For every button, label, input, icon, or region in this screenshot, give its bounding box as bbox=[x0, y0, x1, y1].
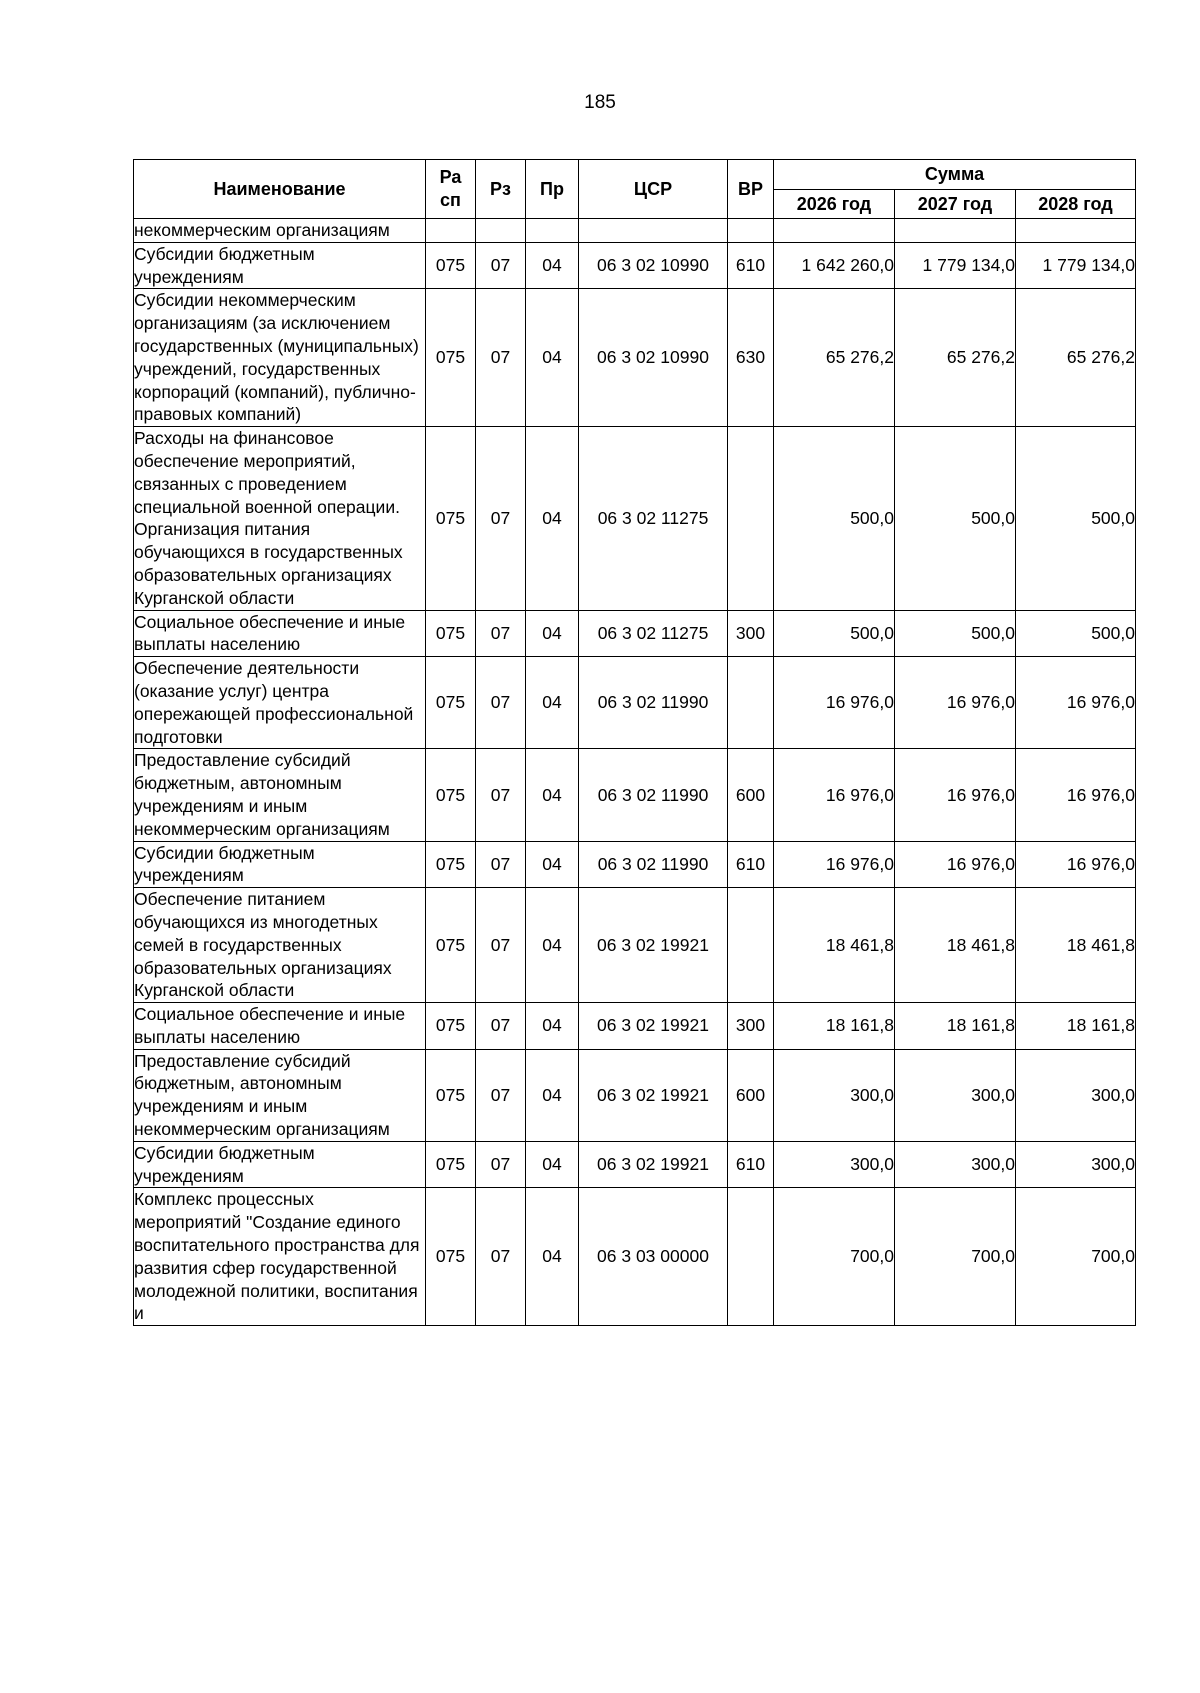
row-vr: 300 bbox=[728, 1003, 774, 1050]
row-rz: 07 bbox=[476, 610, 526, 657]
row-vr bbox=[728, 657, 774, 749]
row-name: Субсидии бюджетным учреждениям bbox=[134, 1141, 426, 1188]
row-amount-2028: 700,0 bbox=[1016, 1188, 1136, 1326]
row-csr: 06 3 03 00000 bbox=[579, 1188, 728, 1326]
page-number: 185 bbox=[584, 92, 616, 113]
row-rz: 07 bbox=[476, 888, 526, 1003]
row-amount-2027 bbox=[895, 219, 1016, 243]
row-amount-2026: 700,0 bbox=[774, 1188, 895, 1326]
table-row bbox=[134, 1141, 1136, 1188]
row-csr: 06 3 02 11990 bbox=[579, 657, 728, 749]
row-amount-2027: 18 161,8 bbox=[895, 1003, 1016, 1050]
row-csr: 06 3 02 10990 bbox=[579, 242, 728, 289]
row-vr bbox=[728, 219, 774, 243]
row-amount-2027: 500,0 bbox=[895, 427, 1016, 610]
row-csr: 06 3 02 11990 bbox=[579, 749, 728, 841]
table-row bbox=[134, 841, 1136, 888]
row-rz bbox=[476, 219, 526, 243]
row-pr bbox=[526, 219, 579, 243]
row-amount-2028: 1 779 134,0 bbox=[1016, 242, 1136, 289]
table-row bbox=[134, 427, 1136, 610]
row-csr: 06 3 02 19921 bbox=[579, 1141, 728, 1188]
row-pr: 04 bbox=[526, 1003, 579, 1050]
row-amount-2026: 1 642 260,0 bbox=[774, 242, 895, 289]
row-amount-2027: 700,0 bbox=[895, 1188, 1016, 1326]
row-rz: 07 bbox=[476, 242, 526, 289]
row-rasp: 075 bbox=[426, 1188, 476, 1326]
row-vr: 610 bbox=[728, 1141, 774, 1188]
row-name: Предоставление субсидий бюджетным, автономным учреждениям и иным некоммерческим организациям bbox=[134, 749, 426, 841]
row-name: некоммерческим организациям bbox=[134, 219, 426, 243]
header-sum: Сумма bbox=[774, 160, 1136, 190]
row-vr: 610 bbox=[728, 841, 774, 888]
row-amount-2027: 18 461,8 bbox=[895, 888, 1016, 1003]
row-rasp: 075 bbox=[426, 1003, 476, 1050]
row-amount-2026: 500,0 bbox=[774, 610, 895, 657]
header-rz: Рз bbox=[476, 160, 526, 219]
row-amount-2028: 16 976,0 bbox=[1016, 841, 1136, 888]
row-vr: 600 bbox=[728, 749, 774, 841]
row-rz: 07 bbox=[476, 841, 526, 888]
row-pr: 04 bbox=[526, 657, 579, 749]
row-vr bbox=[728, 888, 774, 1003]
row-amount-2028: 16 976,0 bbox=[1016, 749, 1136, 841]
row-amount-2026: 18 461,8 bbox=[774, 888, 895, 1003]
row-amount-2027: 16 976,0 bbox=[895, 657, 1016, 749]
table-row bbox=[134, 1188, 1136, 1326]
row-rasp: 075 bbox=[426, 841, 476, 888]
row-rasp: 075 bbox=[426, 289, 476, 427]
row-name: Субсидии бюджетным учреждениям bbox=[134, 242, 426, 289]
row-csr: 06 3 02 19921 bbox=[579, 888, 728, 1003]
row-rasp: 075 bbox=[426, 888, 476, 1003]
row-rasp: 075 bbox=[426, 242, 476, 289]
row-rz: 07 bbox=[476, 1003, 526, 1050]
budget-table bbox=[133, 159, 1136, 1326]
row-name: Субсидии бюджетным учреждениям bbox=[134, 841, 426, 888]
row-rasp: 075 bbox=[426, 427, 476, 610]
row-rasp: 075 bbox=[426, 749, 476, 841]
row-pr: 04 bbox=[526, 1188, 579, 1326]
table-row bbox=[134, 219, 1136, 243]
row-vr: 610 bbox=[728, 242, 774, 289]
row-amount-2028: 500,0 bbox=[1016, 427, 1136, 610]
row-csr: 06 3 02 11990 bbox=[579, 841, 728, 888]
row-pr: 04 bbox=[526, 841, 579, 888]
row-amount-2028: 65 276,2 bbox=[1016, 289, 1136, 427]
row-vr bbox=[728, 427, 774, 610]
row-rz: 07 bbox=[476, 1188, 526, 1326]
table-row bbox=[134, 1049, 1136, 1141]
header-rasp: Ра сп bbox=[426, 160, 476, 219]
row-pr: 04 bbox=[526, 1049, 579, 1141]
row-amount-2026: 300,0 bbox=[774, 1141, 895, 1188]
row-csr: 06 3 02 10990 bbox=[579, 289, 728, 427]
header-csr: ЦСР bbox=[579, 160, 728, 219]
row-rz: 07 bbox=[476, 749, 526, 841]
row-amount-2026: 16 976,0 bbox=[774, 749, 895, 841]
row-pr: 04 bbox=[526, 749, 579, 841]
row-amount-2028: 500,0 bbox=[1016, 610, 1136, 657]
row-pr: 04 bbox=[526, 427, 579, 610]
row-amount-2026 bbox=[774, 219, 895, 243]
row-amount-2027: 16 976,0 bbox=[895, 841, 1016, 888]
row-csr: 06 3 02 19921 bbox=[579, 1049, 728, 1141]
row-amount-2028: 300,0 bbox=[1016, 1049, 1136, 1141]
row-amount-2026: 500,0 bbox=[774, 427, 895, 610]
row-amount-2026: 18 161,8 bbox=[774, 1003, 895, 1050]
row-amount-2028: 16 976,0 bbox=[1016, 657, 1136, 749]
row-name: Субсидии некоммерческим организациям (за исключением государственных (муниципальных) учреждений, государственных корпораций (компаний), публично-правовых компаний) bbox=[134, 289, 426, 427]
row-rasp: 075 bbox=[426, 657, 476, 749]
table-row bbox=[134, 289, 1136, 427]
header-2028: 2028 год bbox=[1016, 190, 1136, 219]
row-pr: 04 bbox=[526, 1141, 579, 1188]
table-row bbox=[134, 610, 1136, 657]
row-pr: 04 bbox=[526, 888, 579, 1003]
row-rasp bbox=[426, 219, 476, 243]
table-row bbox=[134, 749, 1136, 841]
row-name: Комплекс процессных мероприятий "Создание единого воспитательного пространства для развития сфер государственной молодежной политики, воспитания и bbox=[134, 1188, 426, 1326]
row-csr: 06 3 02 19921 bbox=[579, 1003, 728, 1050]
row-rasp: 075 bbox=[426, 1049, 476, 1141]
row-amount-2027: 65 276,2 bbox=[895, 289, 1016, 427]
row-vr bbox=[728, 1188, 774, 1326]
row-csr: 06 3 02 11275 bbox=[579, 610, 728, 657]
row-amount-2028: 300,0 bbox=[1016, 1141, 1136, 1188]
row-amount-2026: 300,0 bbox=[774, 1049, 895, 1141]
row-amount-2028: 18 461,8 bbox=[1016, 888, 1136, 1003]
row-rz: 07 bbox=[476, 289, 526, 427]
row-name: Обеспечение деятельности (оказание услуг) центра опережающей профессиональной подготовки bbox=[134, 657, 426, 749]
row-amount-2026: 65 276,2 bbox=[774, 289, 895, 427]
row-amount-2026: 16 976,0 bbox=[774, 841, 895, 888]
row-csr: 06 3 02 11275 bbox=[579, 427, 728, 610]
header-vr: ВР bbox=[728, 160, 774, 219]
row-pr: 04 bbox=[526, 242, 579, 289]
row-amount-2028: 18 161,8 bbox=[1016, 1003, 1136, 1050]
row-amount-2027: 500,0 bbox=[895, 610, 1016, 657]
row-amount-2028 bbox=[1016, 219, 1136, 243]
row-name: Социальное обеспечение и иные выплаты населению bbox=[134, 1003, 426, 1050]
row-pr: 04 bbox=[526, 610, 579, 657]
row-pr: 04 bbox=[526, 289, 579, 427]
row-csr bbox=[579, 219, 728, 243]
row-name: Расходы на финансовое обеспечение мероприятий, связанных с проведением специальной военной операции. Организация питания обучающихся в государственных образовательных организациях Курганской области bbox=[134, 427, 426, 610]
row-amount-2026: 16 976,0 bbox=[774, 657, 895, 749]
row-amount-2027: 16 976,0 bbox=[895, 749, 1016, 841]
row-amount-2027: 1 779 134,0 bbox=[895, 242, 1016, 289]
row-amount-2027: 300,0 bbox=[895, 1141, 1016, 1188]
row-rz: 07 bbox=[476, 657, 526, 749]
row-vr: 630 bbox=[728, 289, 774, 427]
row-vr: 600 bbox=[728, 1049, 774, 1141]
table-row bbox=[134, 242, 1136, 289]
row-rasp: 075 bbox=[426, 1141, 476, 1188]
row-rasp: 075 bbox=[426, 610, 476, 657]
table-row bbox=[134, 657, 1136, 749]
header-name: Наименование bbox=[134, 160, 426, 219]
row-rz: 07 bbox=[476, 1141, 526, 1188]
row-rz: 07 bbox=[476, 427, 526, 610]
header-2026: 2026 год bbox=[774, 190, 895, 219]
header-2027: 2027 год bbox=[895, 190, 1016, 219]
row-amount-2027: 300,0 bbox=[895, 1049, 1016, 1141]
row-name: Обеспечение питанием обучающихся из многодетных семей в государственных образовательных организациях Курганской области bbox=[134, 888, 426, 1003]
header-pr: Пр bbox=[526, 160, 579, 219]
table-row bbox=[134, 888, 1136, 1003]
table-row bbox=[134, 1003, 1136, 1050]
row-vr: 300 bbox=[728, 610, 774, 657]
row-rz: 07 bbox=[476, 1049, 526, 1141]
row-name: Социальное обеспечение и иные выплаты населению bbox=[134, 610, 426, 657]
row-name: Предоставление субсидий бюджетным, автономным учреждениям и иным некоммерческим организациям bbox=[134, 1049, 426, 1141]
